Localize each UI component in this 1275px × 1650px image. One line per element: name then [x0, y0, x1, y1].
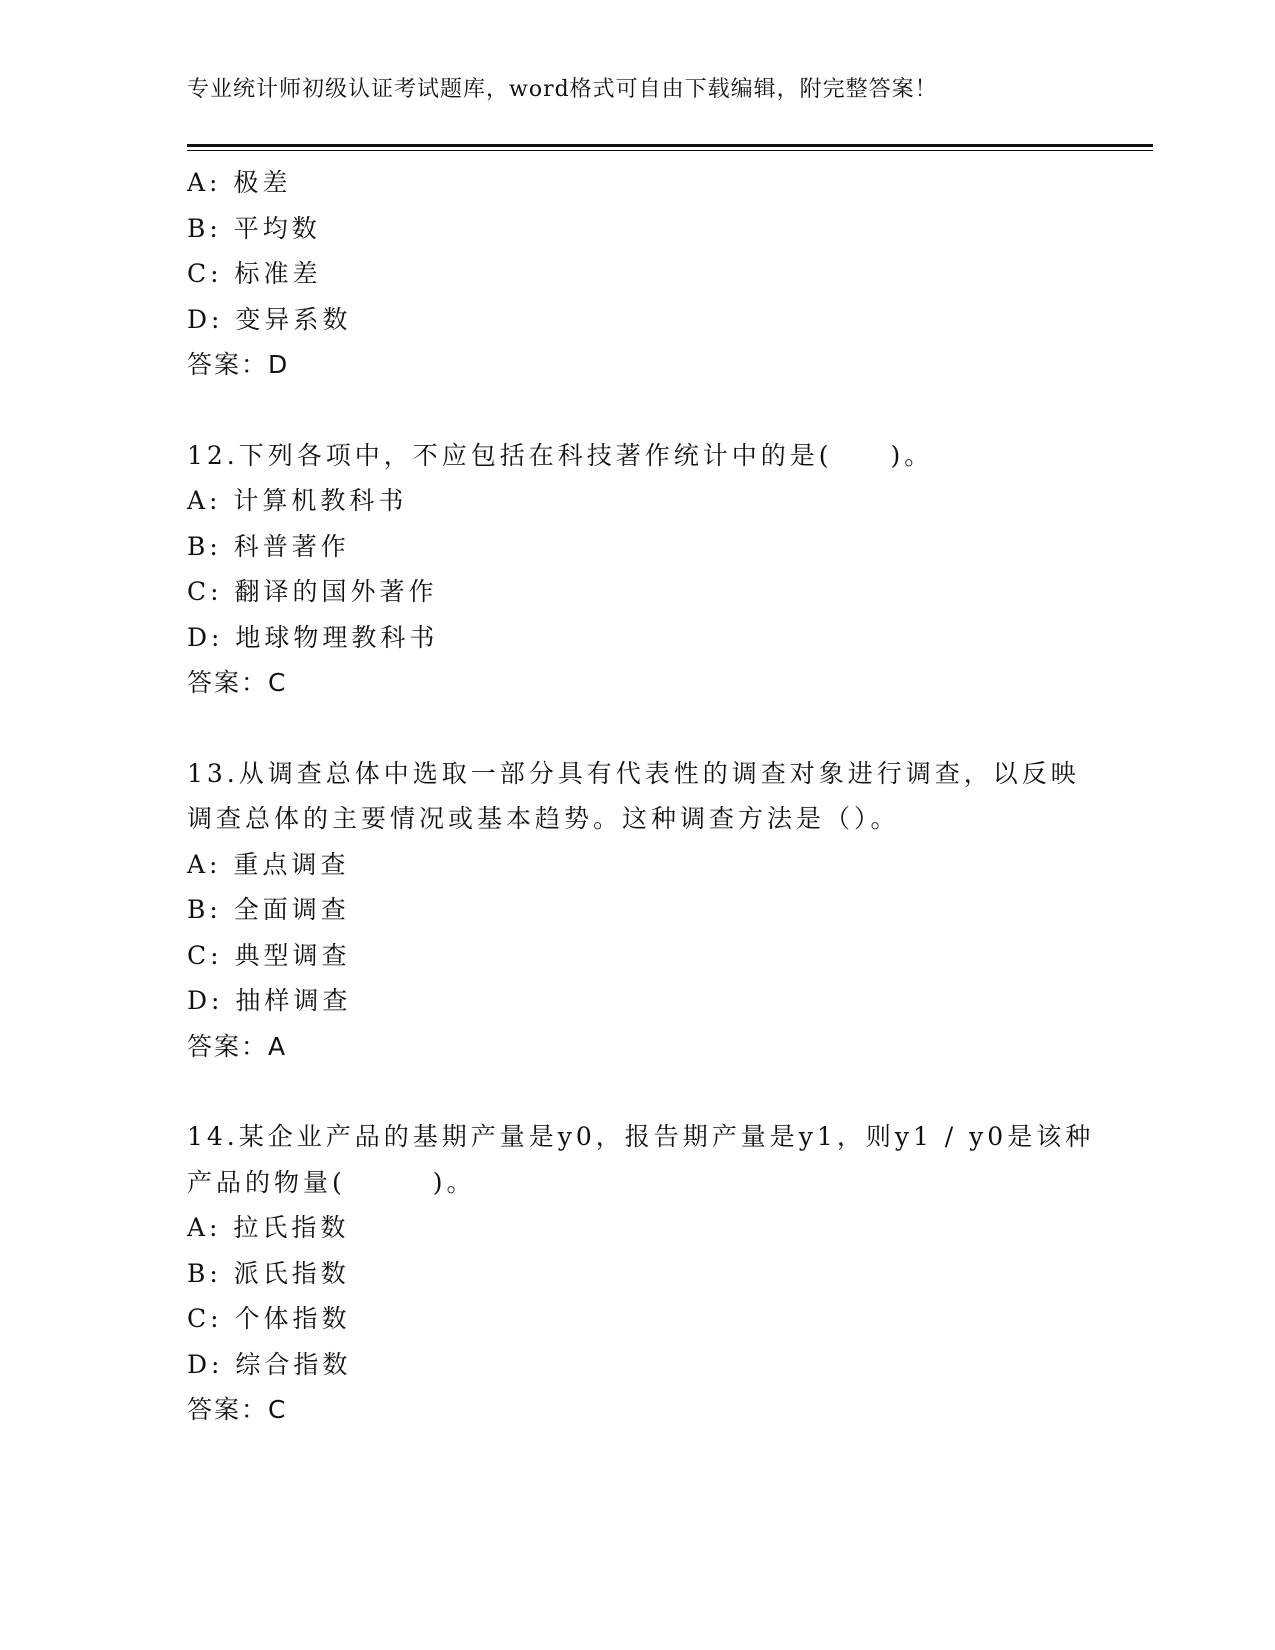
option-d: D: 抽样调查: [187, 986, 352, 1015]
option-c: C: 翻译的国外著作: [187, 577, 438, 606]
answer: 答案：A: [187, 1031, 288, 1061]
option-c: C: 标准差: [187, 259, 322, 288]
question-14: [187, 1114, 1095, 1433]
page-header: 专业统计师初级认证考试题库，word格式可自由下载编辑，附完整答案！: [187, 77, 938, 102]
option-a: A: 拉氏指数: [187, 1213, 350, 1242]
question-13: [187, 751, 1087, 1070]
option-c: C: 个体指数: [187, 1304, 351, 1333]
question-stem: 12.下列各项中，不应包括在科技著作统计中的是( )。: [187, 440, 934, 470]
question-stem: 13.从调查总体中选取一部分具有代表性的调查对象进行调查，以反映: [187, 758, 1080, 788]
question-12: [187, 433, 1087, 706]
option-d: D: 综合指数: [187, 1349, 352, 1379]
option-a: A: 计算机教科书: [187, 486, 408, 515]
question-stem-continued: 调查总体的主要情况或基本趋势。这种调查方法是（）。: [187, 804, 900, 833]
option-b: B: 科普著作: [187, 531, 350, 561]
question-list: [187, 160, 1095, 1433]
question-stem-continued: 产品的物量( )。: [187, 1167, 476, 1197]
option-c: C: 典型调查: [187, 940, 351, 970]
question-11-tail: [187, 160, 1087, 388]
answer: 答案：D: [187, 350, 290, 379]
option-a: A: 重点调查: [187, 849, 350, 879]
option-d: D: 变异系数: [187, 304, 352, 334]
option-d: D: 地球物理教科书: [187, 622, 439, 652]
option-b: B: 派氏指数: [187, 1258, 350, 1288]
header-rule-thick: [187, 144, 1153, 147]
answer: 答案：C: [187, 1395, 288, 1424]
option-b: B: 全面调查: [187, 895, 350, 924]
header-rule-thin: [187, 150, 1153, 151]
option-a: A: 极差: [187, 168, 292, 197]
answer: 答案：C: [187, 668, 288, 697]
question-stem: 14.某企业产品的基期产量是y0，报告期产量是y1，则y1 / y0是该种: [187, 1122, 1095, 1151]
option-b: B: 平均数: [187, 213, 321, 243]
